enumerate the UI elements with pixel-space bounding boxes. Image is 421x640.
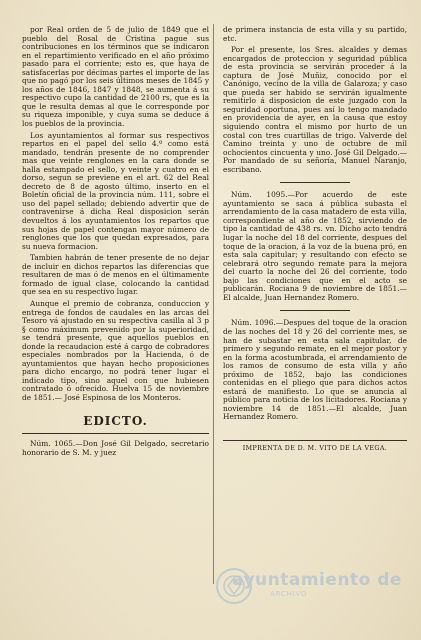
section-heading-edicto: EDICTO. xyxy=(83,413,148,428)
watermark-subtitle: ARCHIVO xyxy=(270,590,308,598)
paragraph-edict-opening: Núm. 1065.—Don José Gil Delgado, secretario honorario de S. M. y juez xyxy=(22,439,209,457)
paragraph-captura: Por el presente, los Sres. alcaldes y demas encargados de proteccion y seguridad pública de esta provincia se servirán proceder á la captura de José Muñiz, conocido por el Canónigo, vecino de la villa de Galaroza; y caso que pueda ser habido se servirán igualmente remitirlo á disposicion de este juzgado con la seguridad oportuna, pues así lo tengo mandado en providencia de ayer, en la causa que estoy siguiendo contra el mismo por hurto de un costal con tres cuartillas de trigo. Valverde del Camino treinta y uno de octubre de mil ochocientos cincuenta y uno. José Gil Delgado.—Por mandado de su señoría, Manuel Naranjo, escribano. xyxy=(223,45,407,174)
heading-divider xyxy=(22,433,209,434)
paragraph-diferencias: Tambien habrán de tener presente de no dejar de incluir en dichos repartos las diferencias que resultaren de mas ó de menos en el últimamente formado de igual clase, colocando la cantidad que sea en su respectivo lugar. xyxy=(22,253,209,297)
paragraph-cobranza: Aunque el premio de cobranza, conduccion y entrega de fondos de caudales en las arcas del Tesoro vá ajustado en su respectiva casilla al 3 p § como máximum prevenido por la superioridad, se tendrá presente, que aquellos pueblos en donde la recaudacion esté á cargo de cobradores especiales nombrados por la Hacienda, ó de ayuntamientos que hayan hecho proposiciones para dicho encargo, no podrá tener lugar el indicado tipo, sino aquel con que hubiesen contratado ó ofrecido. Huelva 15 de noviembre de 1851.— José Espinosa de los Monteros. xyxy=(22,298,209,402)
paragraph-1096: Núm. 1096.—Despues del toque de la oracion de las noches del 18 y 26 del corriente mes, se han de subastar en esta sala capitular, de primero y segundo remate, en el mejor postor y en la forma acostumbrada, el arrendamiento de los ramos de consumo de esta villa y año próximo de 1852, bajo las condiciones contenidas en el pliego que para dichos actos estará de manifiesto. Lo que se anuncia al público para noticia de los licitadores. Rociana y noviembre 14 de 1851.—El alcalde, Juan Hernandez Romero. xyxy=(223,318,407,422)
imprint-line: IMPRENTA DE D. M. VITO DE LA VEGA. xyxy=(223,440,407,454)
column-divider xyxy=(213,24,214,584)
section-rule xyxy=(280,310,350,311)
paragraph-partido: de primera instancia de esta villa y su partido, etc. xyxy=(223,25,407,43)
paragraph-contribuciones: por Real orden de 5 de julio de 1849 que el pueblo del Rosal de Cristina pague sus contribuciones en los términos que se indicaron en el repartimiento verificado en el año próximo pasado para el corriente; esto es, que haya de satisfacerlas por décimas partes el importe de las que no pagó por los seis últimos meses de 1845 y los años de 1846, 1847 y 1848, se aumenta á su respectivo cupo la cantidad de 2100 rs, que es la que le resulta demas al que le corresponde por su riqueza imponible, y cuya suma se deduce á los pueblos de la provincia. xyxy=(22,25,209,129)
paragraph-ayuntamientos: Los ayuntamientos al formar sus respectivos repartos en el papel del sello 4.º como está mandado, tendrán presente de no comprender mas que veinte renglones en la cara donde se halla estampado el sello, y veinte y cuatro en el dorso, segun se previene en el art. 62 del Real decreto de 8 de agosto último, inserto en el Boletín oficial de la provincia núm. 111, sobre el uso del papel sellado; debiendo advertir que de contravenirse á dicha Real disposicion serán devueltos á los ayuntamientos los repartos que sus hojas de papel contengan mayor número de renglones que los que quedan expresados, para su nueva formacion. xyxy=(22,130,209,251)
archive-watermark xyxy=(214,556,414,636)
watermark-title: ayuntamiento de xyxy=(232,570,402,590)
left-column xyxy=(22,26,209,457)
right-column xyxy=(223,26,407,454)
section-rule xyxy=(280,182,350,183)
paragraph-1095: Núm. 1095.—Por acuerdo de este ayuntamiento se saca á pública subasta el arrendamiento de la casa matadero de esta villa, correspondiente al año de 1852, sirviendo de tipo la cantidad de 438 rs. vn. Dicho acto tendrá lugar la noche del 18 del corriente, despues del toque de la oracion, á la voz de la buena pró, en esta sala capitular; y resultando con efecto se celebrará otro segundo remate para la mejora del cuarto la noche del 26 del corriente, todo bajo las condiciones que en el acto se publicarán. Rociana 9 de noviembre de 1851.—El alcalde, Juan Hernandez Romero. xyxy=(223,190,407,302)
